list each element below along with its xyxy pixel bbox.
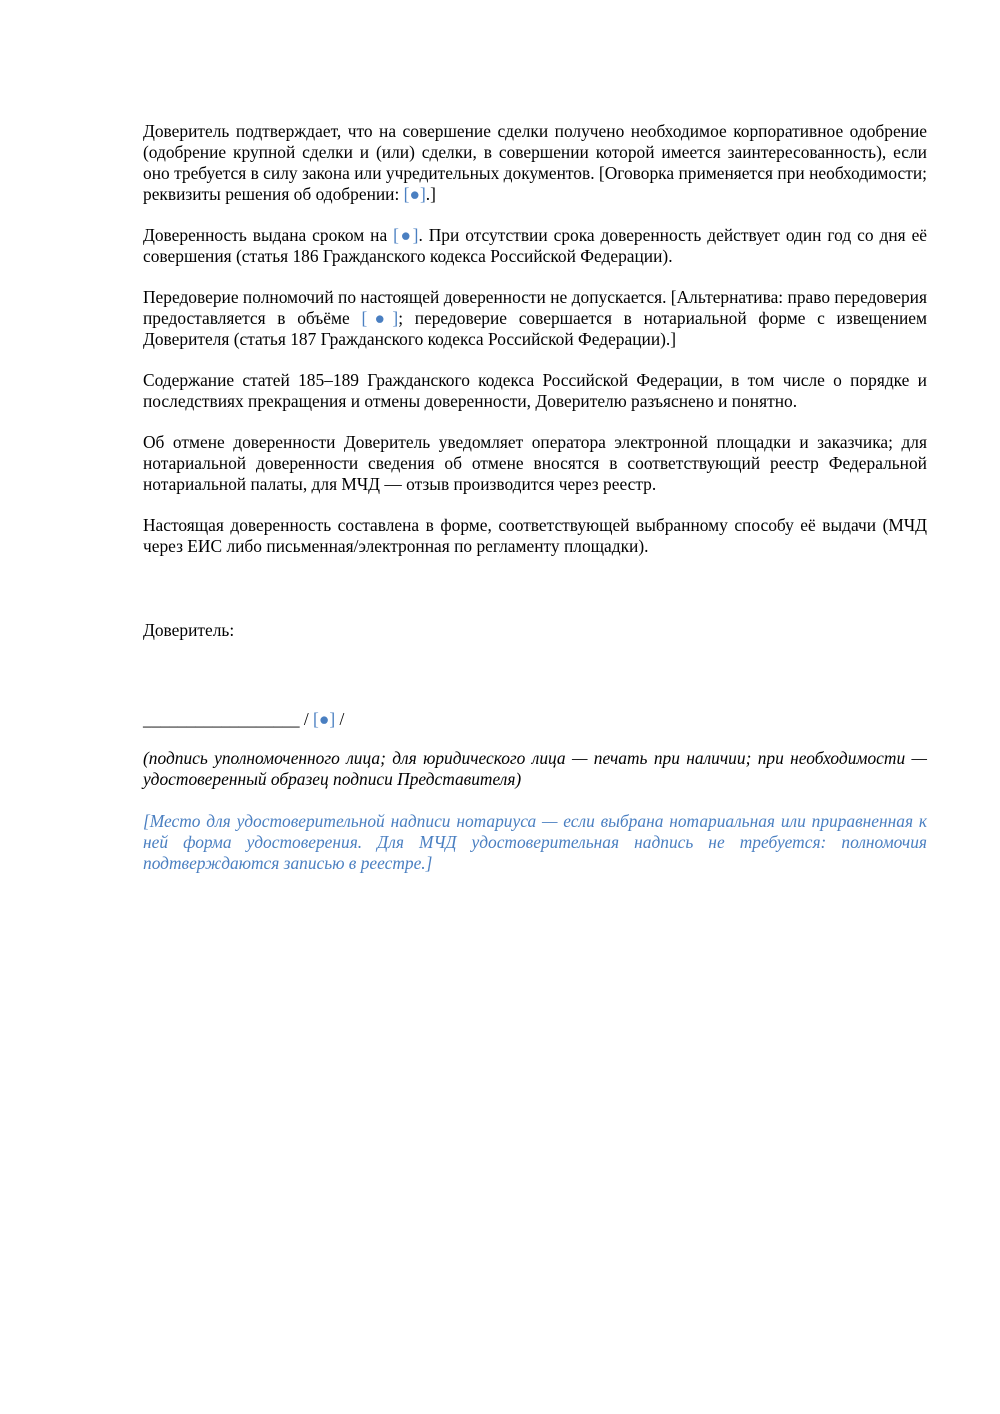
substitution-after: ; передоверие совершается в нотариальной форме с извещением Доверителя (статья 187 Гражданского кодекса Российской Федерации).] xyxy=(143,308,927,349)
principal-label: Доверитель: xyxy=(143,620,235,640)
articles-explained-paragraph: Содержание статей 185–189 Гражданского кодекса Российской Федерации, в том числе о порядке и последствиях прекращения и отмены доверенности, Доверителю разъяснено и понятно. xyxy=(143,370,927,411)
substitution-before: Передоверие полномочий по настоящей доверенности не допускается. [Альтернатива: право передоверия предоставляется в объёме xyxy=(143,287,927,328)
validity-term-placeholder: [●] xyxy=(393,225,419,245)
validity-term-paragraph xyxy=(143,225,927,267)
form-paragraph: Настоящая доверенность составлена в форме, соответствующей выбранному способу её выдачи (МЧД через ЕИС либо письменная/электронная по регламенту площадки). xyxy=(143,515,927,556)
spacer xyxy=(143,577,927,620)
signature-note: (подпись уполномоченного лица; для юридического лица — печать при наличии; при необходимости — удостоверенный образец подписи Представителя) xyxy=(143,748,927,789)
signature-line xyxy=(143,709,927,730)
approval-details-placeholder: [●] xyxy=(403,184,426,204)
substitution-scope-placeholder: [●] xyxy=(361,308,399,328)
corporate-approval-paragraph xyxy=(143,121,927,205)
signature-line-end: / xyxy=(335,709,345,729)
document-page xyxy=(143,121,927,874)
corporate-approval-tail: .] xyxy=(425,184,436,204)
revocation-paragraph: Об отмене доверенности Доверитель уведомляет оператора электронной площадки и заказчика; для нотариальной доверенности сведения об отмене вносятся в соответствующий реестр Федеральной нотариальной палаты, для МЧД — отзыв производится через реестр. xyxy=(143,432,927,494)
notary-certification-note: [Место для удостоверительной надписи нотариуса — если выбрана нотариальная или приравненная к ней форма удостоверения. Для МЧД удостоверительная надпись не требуется: полномочия подтверждаются записью в реестре.] xyxy=(143,811,927,873)
corporate-approval-text: Доверитель подтверждает, что на совершение сделки получено необходимое корпоративное одобрение (одобрение крупной сделки и (или) сделки, в совершении которой имеется заинтересованность), если оно требуется в силу закона или учредительных документов. [Оговорка применяется при необходимости; реквизиты решения об одобрении: xyxy=(143,121,927,204)
validity-term-after: . При отсутствии срока доверенность действует один год со дня её совершения (статья 186 Гражданского кодекса Российской Федерации). xyxy=(143,225,928,266)
signer-name-placeholder: [●] xyxy=(313,709,336,729)
validity-term-before: Доверенность выдана сроком на xyxy=(143,225,394,245)
substitution-paragraph xyxy=(143,287,927,350)
signature-underline: __________________ / xyxy=(143,709,314,729)
